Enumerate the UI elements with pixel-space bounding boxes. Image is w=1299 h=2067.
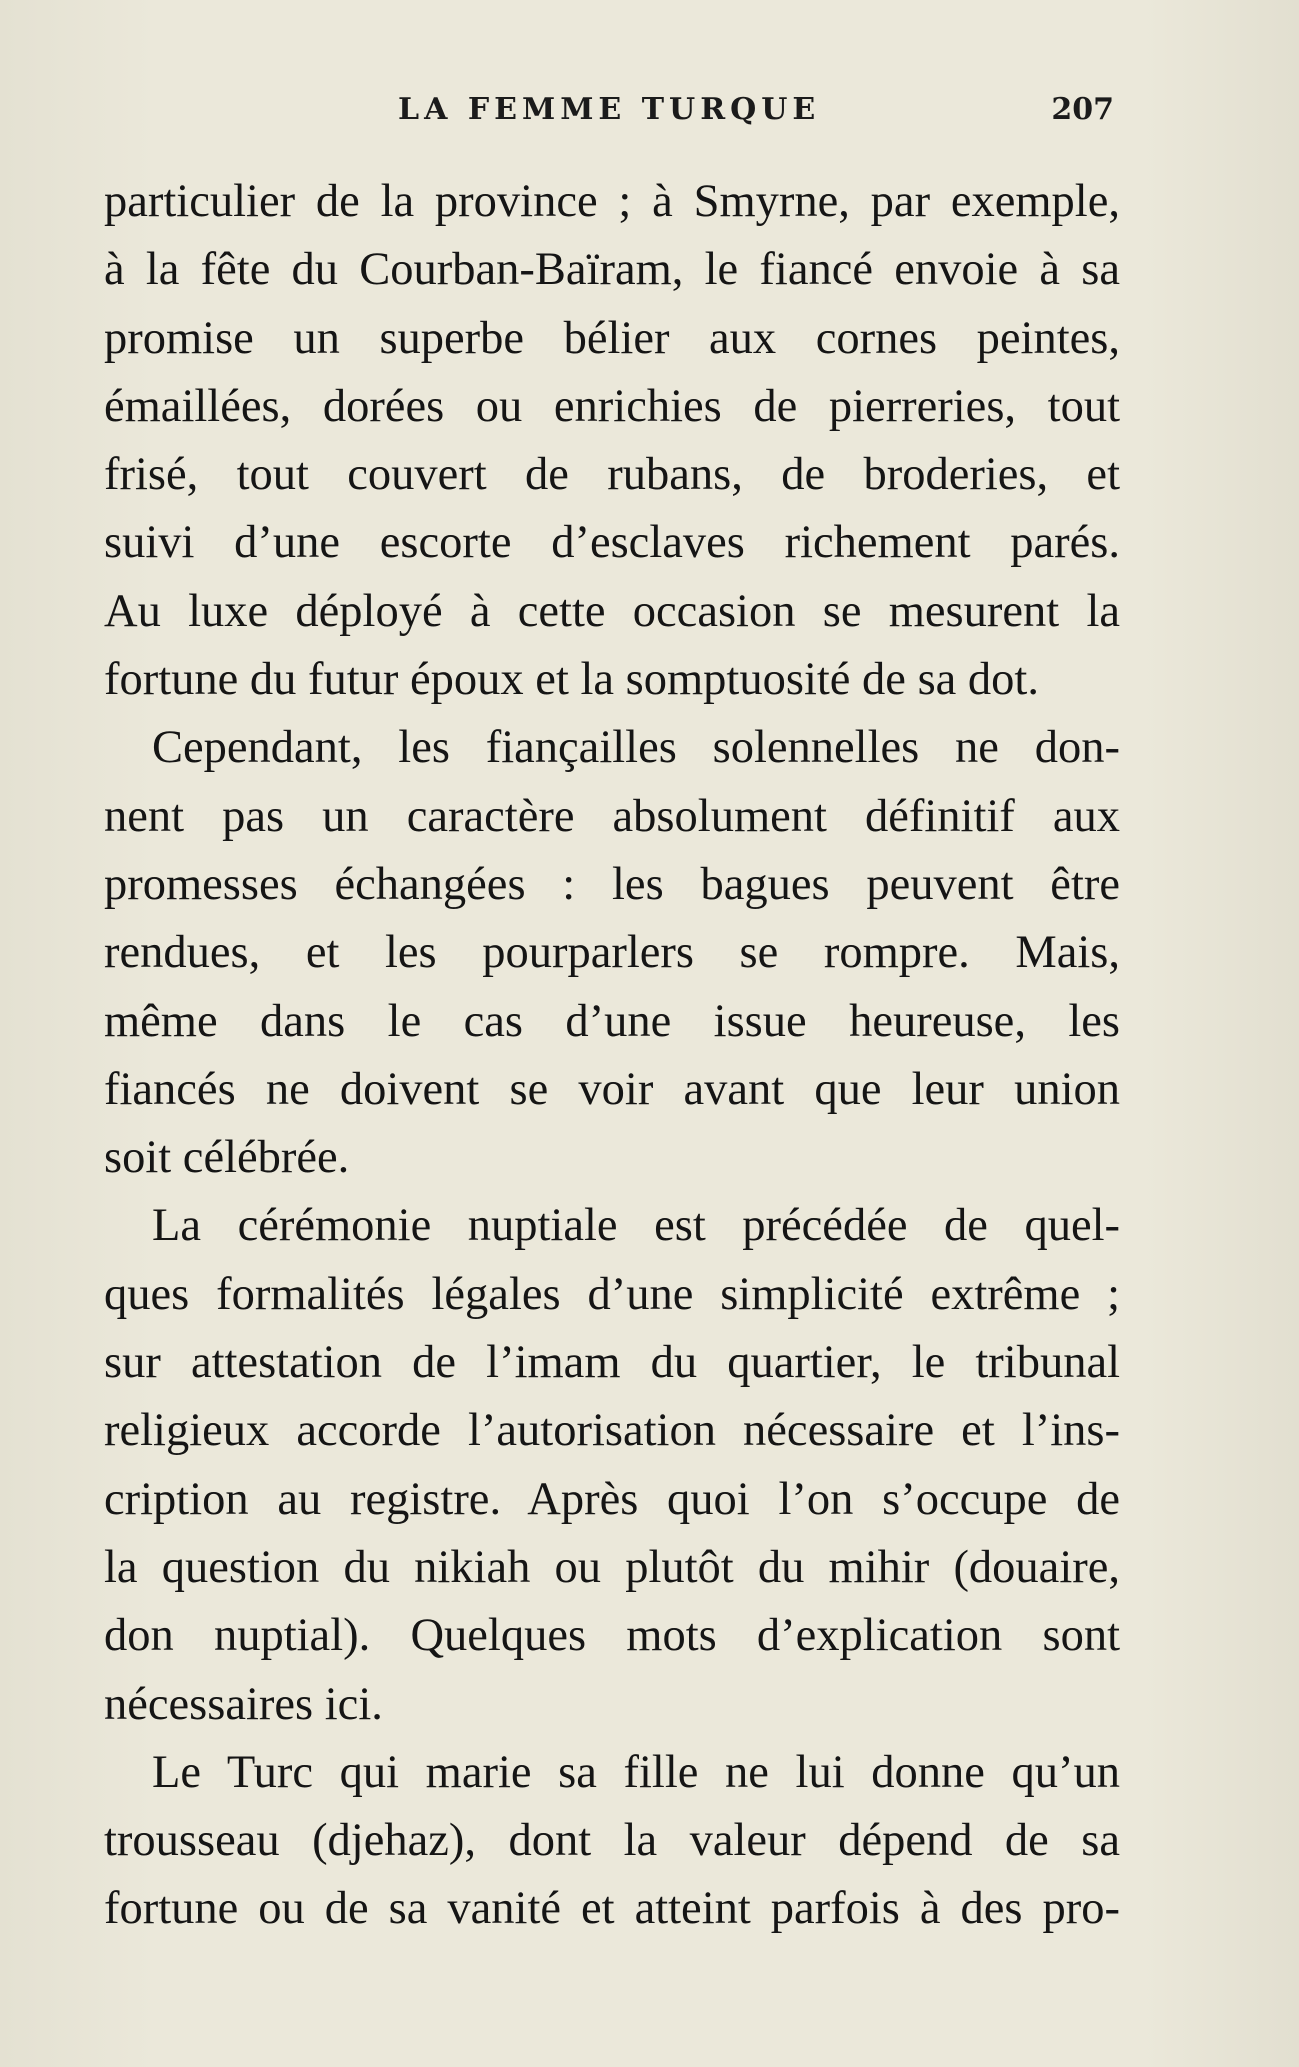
text-line: soit célébrée. [104,1132,350,1184]
text-line: fiancés ne doivent se voir avant que leur union [104,1063,1120,1115]
paragraph-first-line: La cérémonie nuptiale est précédée de quel- [152,1200,1120,1252]
paragraph-first-line: Cependant, les fiançailles solennelles ne don- [152,722,1120,774]
text-line: don nuptial). Quelques mots d’explication sont [104,1610,1120,1662]
text-line: Au luxe déployé à cette occasion se mesurent la [104,585,1120,637]
text-line: particulier de la province ; à Smyrne, par exemple, [104,176,1120,227]
text-line: même dans le cas d’une issue heureuse, les [104,995,1120,1047]
page-header [100,92,1120,132]
text-line: promise un superbe bélier aux cornes peintes, [104,312,1120,364]
paragraph-first-line: Le Turc qui marie sa fille ne lui donne qu’un [152,1746,1120,1798]
text-line: nent pas un caractère absolument définitif aux [104,790,1120,842]
text-line: frisé, tout couvert de rubans, de broderies, et [104,449,1120,501]
text-line: fortune du futur époux et la somptuosité de sa dot. [104,654,1039,706]
text-line: sur attestation de l’imam du quartier, le tribunal [104,1337,1120,1389]
page-number: 207 [1051,92,1114,127]
text-line: la question du nikiah ou plutôt du mihir (douaire, [104,1541,1120,1593]
text-line: fortune ou de sa vanité et atteint parfois à des pro- [104,1883,1120,1935]
text-line: trousseau (djehaz), dont la valeur dépend de sa [104,1815,1120,1867]
text-line: religieux accorde l’autorisation nécessaire et l’ins- [104,1405,1120,1457]
text-line: promesses échangées : les bagues peuvent être [104,858,1120,910]
text-line: suivi d’une escorte d’esclaves richement parés. [104,517,1120,569]
body-text [104,168,1120,1944]
running-title: LA FEMME TURQUE [398,92,821,127]
text-line: nécessaires ici. [104,1678,383,1730]
text-line: émaillées, dorées ou enrichies de pierreries, tout [104,380,1120,432]
text-line: à la fête du Courban-Baïram, le fiancé envoie à sa [104,244,1120,296]
text-line: ques formalités légales d’une simplicité extrême ; [104,1268,1120,1320]
text-line: cription au registre. Après quoi l’on s’occupe de [104,1473,1120,1525]
text-line: rendues, et les pourparlers se rompre. Mais, [104,927,1120,979]
